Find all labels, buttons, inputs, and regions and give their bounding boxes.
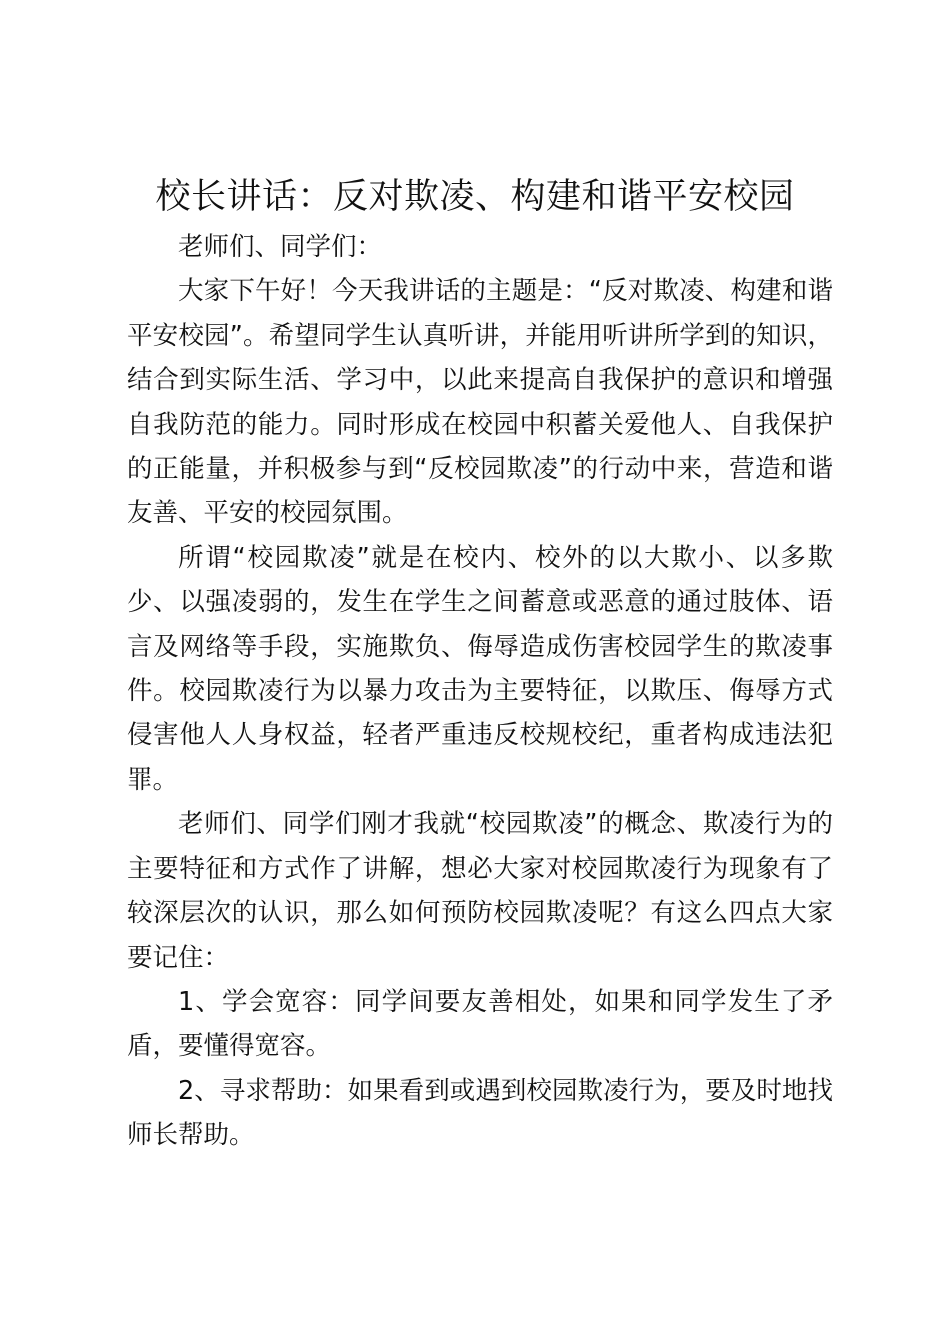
- body-paragraph-definition: 所谓“校园欺凌”就是在校内、校外的以大欺小、以多欺少、以强凌弱的，发生在学生之间蓄意或恶意的通过肢体、语言及网络等手段，实施欺负、侮辱造成伤害校园学生的欺凌事件。校园欺凌行为以暴力攻击为主要特征，以欺压、侮辱方式侵害他人人身权益，轻者严重违反校规校纪，重者构成违法犯罪。: [127, 542, 833, 795]
- document-title: 校长讲话：反对欺凌、构建和谐平安校园: [155, 177, 795, 217]
- body-paragraph-prevention: 老师们、同学们刚才我就“校园欺凌”的概念、欺凌行为的主要特征和方式作了讲解，想必大家对校园欺凌行为现象有了较深层次的认识，那么如何预防校园欺凌呢？有这么四点大家要记住：: [127, 809, 833, 973]
- list-item-seek-help: 2、寻求帮助：如果看到或遇到校园欺凌行为，要及时地找师长帮助。: [127, 1075, 833, 1151]
- document-body: [127, 225, 833, 1158]
- body-paragraph-greeting: 大家下午好！今天我讲话的主题是：“反对欺凌、构建和谐平安校园”。希望同学生认真听讲，并能用听讲所学到的知识，结合到实际生活、学习中，以此来提高自我保护的意识和增强自我防范的能力。同时形成在校园中积蓄关爱他人、自我保护的正能量，并积极参与到“反校园欺凌”的行动中来，营造和谐友善、平安的校园氛围。: [127, 276, 833, 529]
- salutation-paragraph: 老师们、同学们：: [178, 232, 383, 262]
- list-item-tolerance: 1、学会宽容：同学间要友善相处，如果和同学发生了矛盾，要懂得宽容。: [127, 986, 833, 1062]
